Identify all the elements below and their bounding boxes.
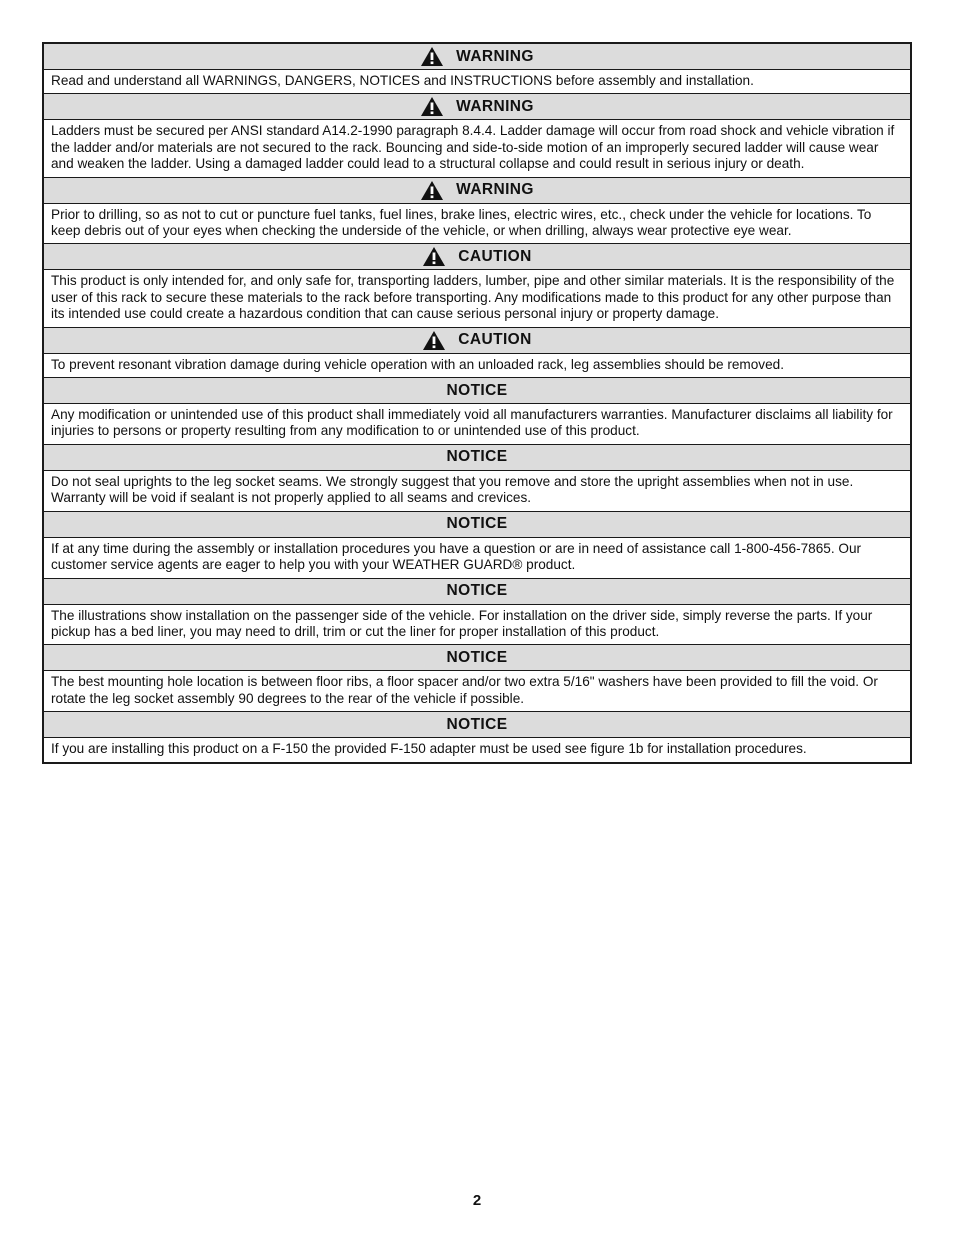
block-level-label: NOTICE <box>446 582 508 599</box>
notice-block <box>44 378 910 445</box>
block-level-label: NOTICE <box>446 515 508 533</box>
warning-block <box>44 94 910 177</box>
block-level-label: CAUTION <box>458 331 532 349</box>
block-header <box>44 44 910 70</box>
block-header <box>44 244 910 270</box>
block-header <box>44 712 910 738</box>
block-header <box>44 178 910 204</box>
block-text: If you are installing this product on a F-150 the provided F-150 adapter must be used see figure 1b for installation procedures. <box>51 741 807 757</box>
block-text: To prevent resonant vibration damage during vehicle operation with an unloaded rack, leg assemblies should be removed. <box>44 354 910 378</box>
block-level-label: NOTICE <box>446 381 508 399</box>
block-level-label: WARNING <box>456 47 534 65</box>
notice-block <box>44 445 910 512</box>
block-header <box>44 645 910 671</box>
block-text: Do not seal uprights to the leg socket seams. We strongly suggest that you remove and store the upright assemblies when not in use. Warranty will be void if sealant is not properly applied to all seams and crevices. <box>44 471 910 512</box>
hazard-triangle-icon <box>422 330 446 351</box>
block-text: Read and understand all WARNINGS, DANGERS, NOTICES and INSTRUCTIONS before assembly and installation. <box>44 70 910 94</box>
caution-block <box>44 328 910 378</box>
block-level-label: NOTICE <box>446 715 508 733</box>
block-header <box>44 378 910 404</box>
block-level-label: WARNING <box>456 97 534 115</box>
block-level-label: WARNING <box>456 181 534 199</box>
notice-block <box>44 512 910 579</box>
block-header <box>44 579 910 605</box>
block-text: Prior to drilling, so as not to cut or puncture fuel tanks, fuel lines, brake lines, electric wires, etc., check under the vehicle for locations. To keep debris out of your eyes when checking the underside of the vehicle, or when drilling, always wear protective eye wear. <box>44 204 910 245</box>
notice-block <box>44 712 910 761</box>
hazard-triangle-icon <box>422 246 446 267</box>
caution-block <box>44 244 910 327</box>
block-text: If at any time during the assembly or installation procedures you have a question or are in need of assistance call 1-800-456-7865. Our customer service agents are eager to help you with your WEATHER GUARD® product. <box>44 538 910 579</box>
block-level-label: NOTICE <box>446 448 508 466</box>
block-text: Ladders must be secured per ANSI standard A14.2-1990 paragraph 8.4.4. Ladder damage will occur from road shock and vehicle vibration if the ladder and/or materials are not secured to the rack. Bouncing and side-to-side motion of an improperly secured ladder will cause wear and weaken the ladder. Using a damaged ladder could lead to a structural collapse and could result in serious injury or death. <box>44 120 910 177</box>
block-level-label: CAUTION <box>458 247 532 265</box>
block-text: This product is only intended for, and only safe for, transporting ladders, lumber, pipe and other similar materials. It is the responsibility of the user of this rack to secure these materials to the rack before transporting. Any modifications made to this product for any other purpose than its intended use could create a hazardous condition that can cause serious personal injury or property damage. <box>44 270 910 327</box>
block-text: The illustrations show installation on the passenger side of the vehicle. For installation on the driver side, simply reverse the parts. If your pickup has a bed liner, you may need to drill, trim or cut the liner for proper installation of this product. <box>44 605 910 646</box>
notice-block <box>44 579 910 646</box>
block-header <box>44 94 910 120</box>
hazard-triangle-icon <box>420 180 444 201</box>
block-header <box>44 512 910 538</box>
block-text: The best mounting hole location is between floor ribs, a floor spacer and/or two extra 5/16" washers have been provided to fill the void. Or rotate the leg socket assembly 90 degrees to the rear of the vehicle if possible. <box>44 671 910 712</box>
block-header <box>44 328 910 354</box>
hazard-triangle-icon <box>420 96 444 117</box>
block-level-label: NOTICE <box>446 648 508 666</box>
notice-block <box>44 645 910 712</box>
block-header <box>44 445 910 471</box>
warning-block <box>44 178 910 245</box>
block-text: Any modification or unintended use of this product shall immediately void all manufacturers warranties. Manufacturer disclaims all liability for injuries to persons or property resulting from any modification to or unintended use of this product. <box>44 404 910 445</box>
page-number: 2 <box>472 1192 482 1209</box>
warning-block <box>44 44 910 94</box>
safety-notice-table <box>42 42 912 764</box>
hazard-triangle-icon <box>420 46 444 67</box>
